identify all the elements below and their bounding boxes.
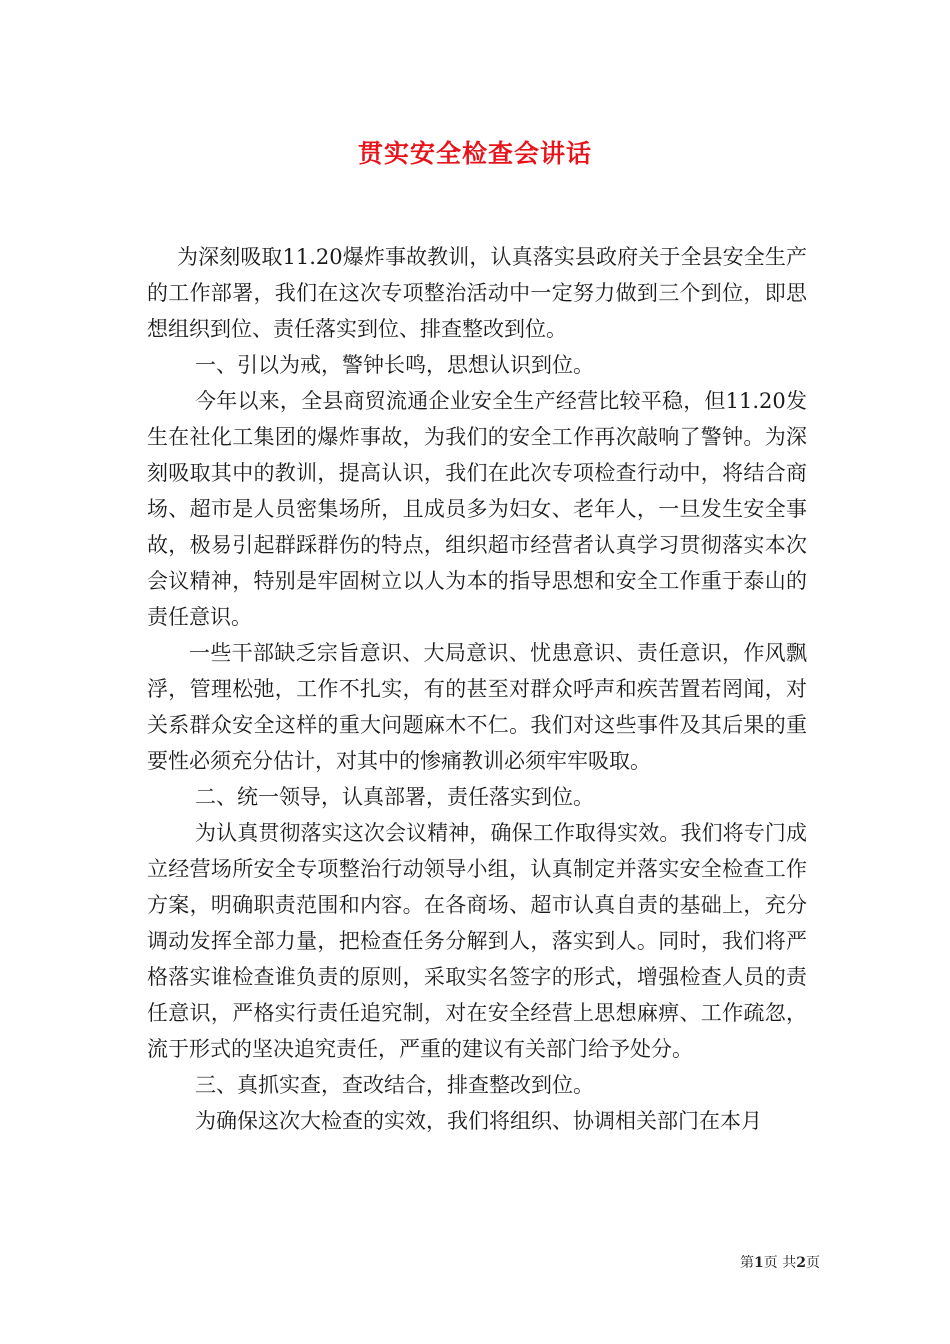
document-body bbox=[147, 239, 807, 1139]
page-number bbox=[700, 1252, 820, 1272]
document-title: 贯实安全检查会讲话 bbox=[357, 139, 592, 168]
section-heading-3: 三、真抓实查，查改结合，排查整改到位。 bbox=[195, 1073, 594, 1097]
page-number-current: 1 bbox=[754, 1255, 764, 1271]
page-number-middle: 页 共 bbox=[763, 1255, 797, 1271]
paragraph-section-2: 为认真贯彻落实这次会议精神，确保工作取得实效。我们将专门成立经营场所安全专项整治行动领导小组，认真制定并落实安全检查工作方案，明确职责范围和内容。在各商场、超市认真自责的基础上，充分调动发挥全部力量，把检查任务分解到人，落实到人。同时，我们将严格落实谁检查谁负责的原则，采取实名签字的形式，增强检查人员的责任意识，严格实行责任追究制，对在安全经营上思想麻痹、工作疏忽，流于形式的坚决追究责任，严重的建议有关部门给予处分。 bbox=[147, 821, 807, 1061]
paragraph-section-3: 为确保这次大检查的实效，我们将组织、协调相关部门在本月 bbox=[195, 1109, 762, 1133]
page-number-total: 2 bbox=[796, 1255, 806, 1271]
paragraph-section-1a: 今年以来，全县商贸流通企业安全生产经营比较平稳，但11.20发生在社化工集团的爆炸事故，为我们的安全工作再次敲响了警钟。为深刻吸取其中的教训，提高认识，我们在此次专项检查行动中，将结合商场、超市是人员密集场所，且成员多为妇女、老年人，一旦发生安全事故，极易引起群踩群伤的特点，组织超市经营者认真学习贯彻落实本次会议精神，特别是牢固树立以人为本的指导思想和安全工作重于泰山的责任意识。 bbox=[147, 389, 807, 629]
section-heading-2: 二、统一领导，认真部署，责任落实到位。 bbox=[195, 785, 594, 809]
section-heading-1: 一、引以为戒，警钟长鸣，思想认识到位。 bbox=[195, 353, 594, 377]
page-number-prefix: 第 bbox=[740, 1255, 755, 1271]
page-number-suffix: 页 bbox=[806, 1255, 820, 1271]
paragraph-intro: 为深刻吸取11.20爆炸事故教训，认真落实县政府关于全县安全生产的工作部署，我们在这次专项整治活动中一定努力做到三个到位，即思想组织到位、责任落实到位、排查整改到位。 bbox=[147, 245, 807, 341]
paragraph-section-1b: 一些干部缺乏宗旨意识、大局意识、忧患意识、责任意识，作风飘浮，管理松弛，工作不扎实，有的甚至对群众呼声和疾苦置若罔闻，对关系群众安全这样的重大问题麻木不仁。我们对这些事件及其后果的重要性必须充分估计，对其中的惨痛教训必须牢牢吸取。 bbox=[147, 641, 807, 773]
